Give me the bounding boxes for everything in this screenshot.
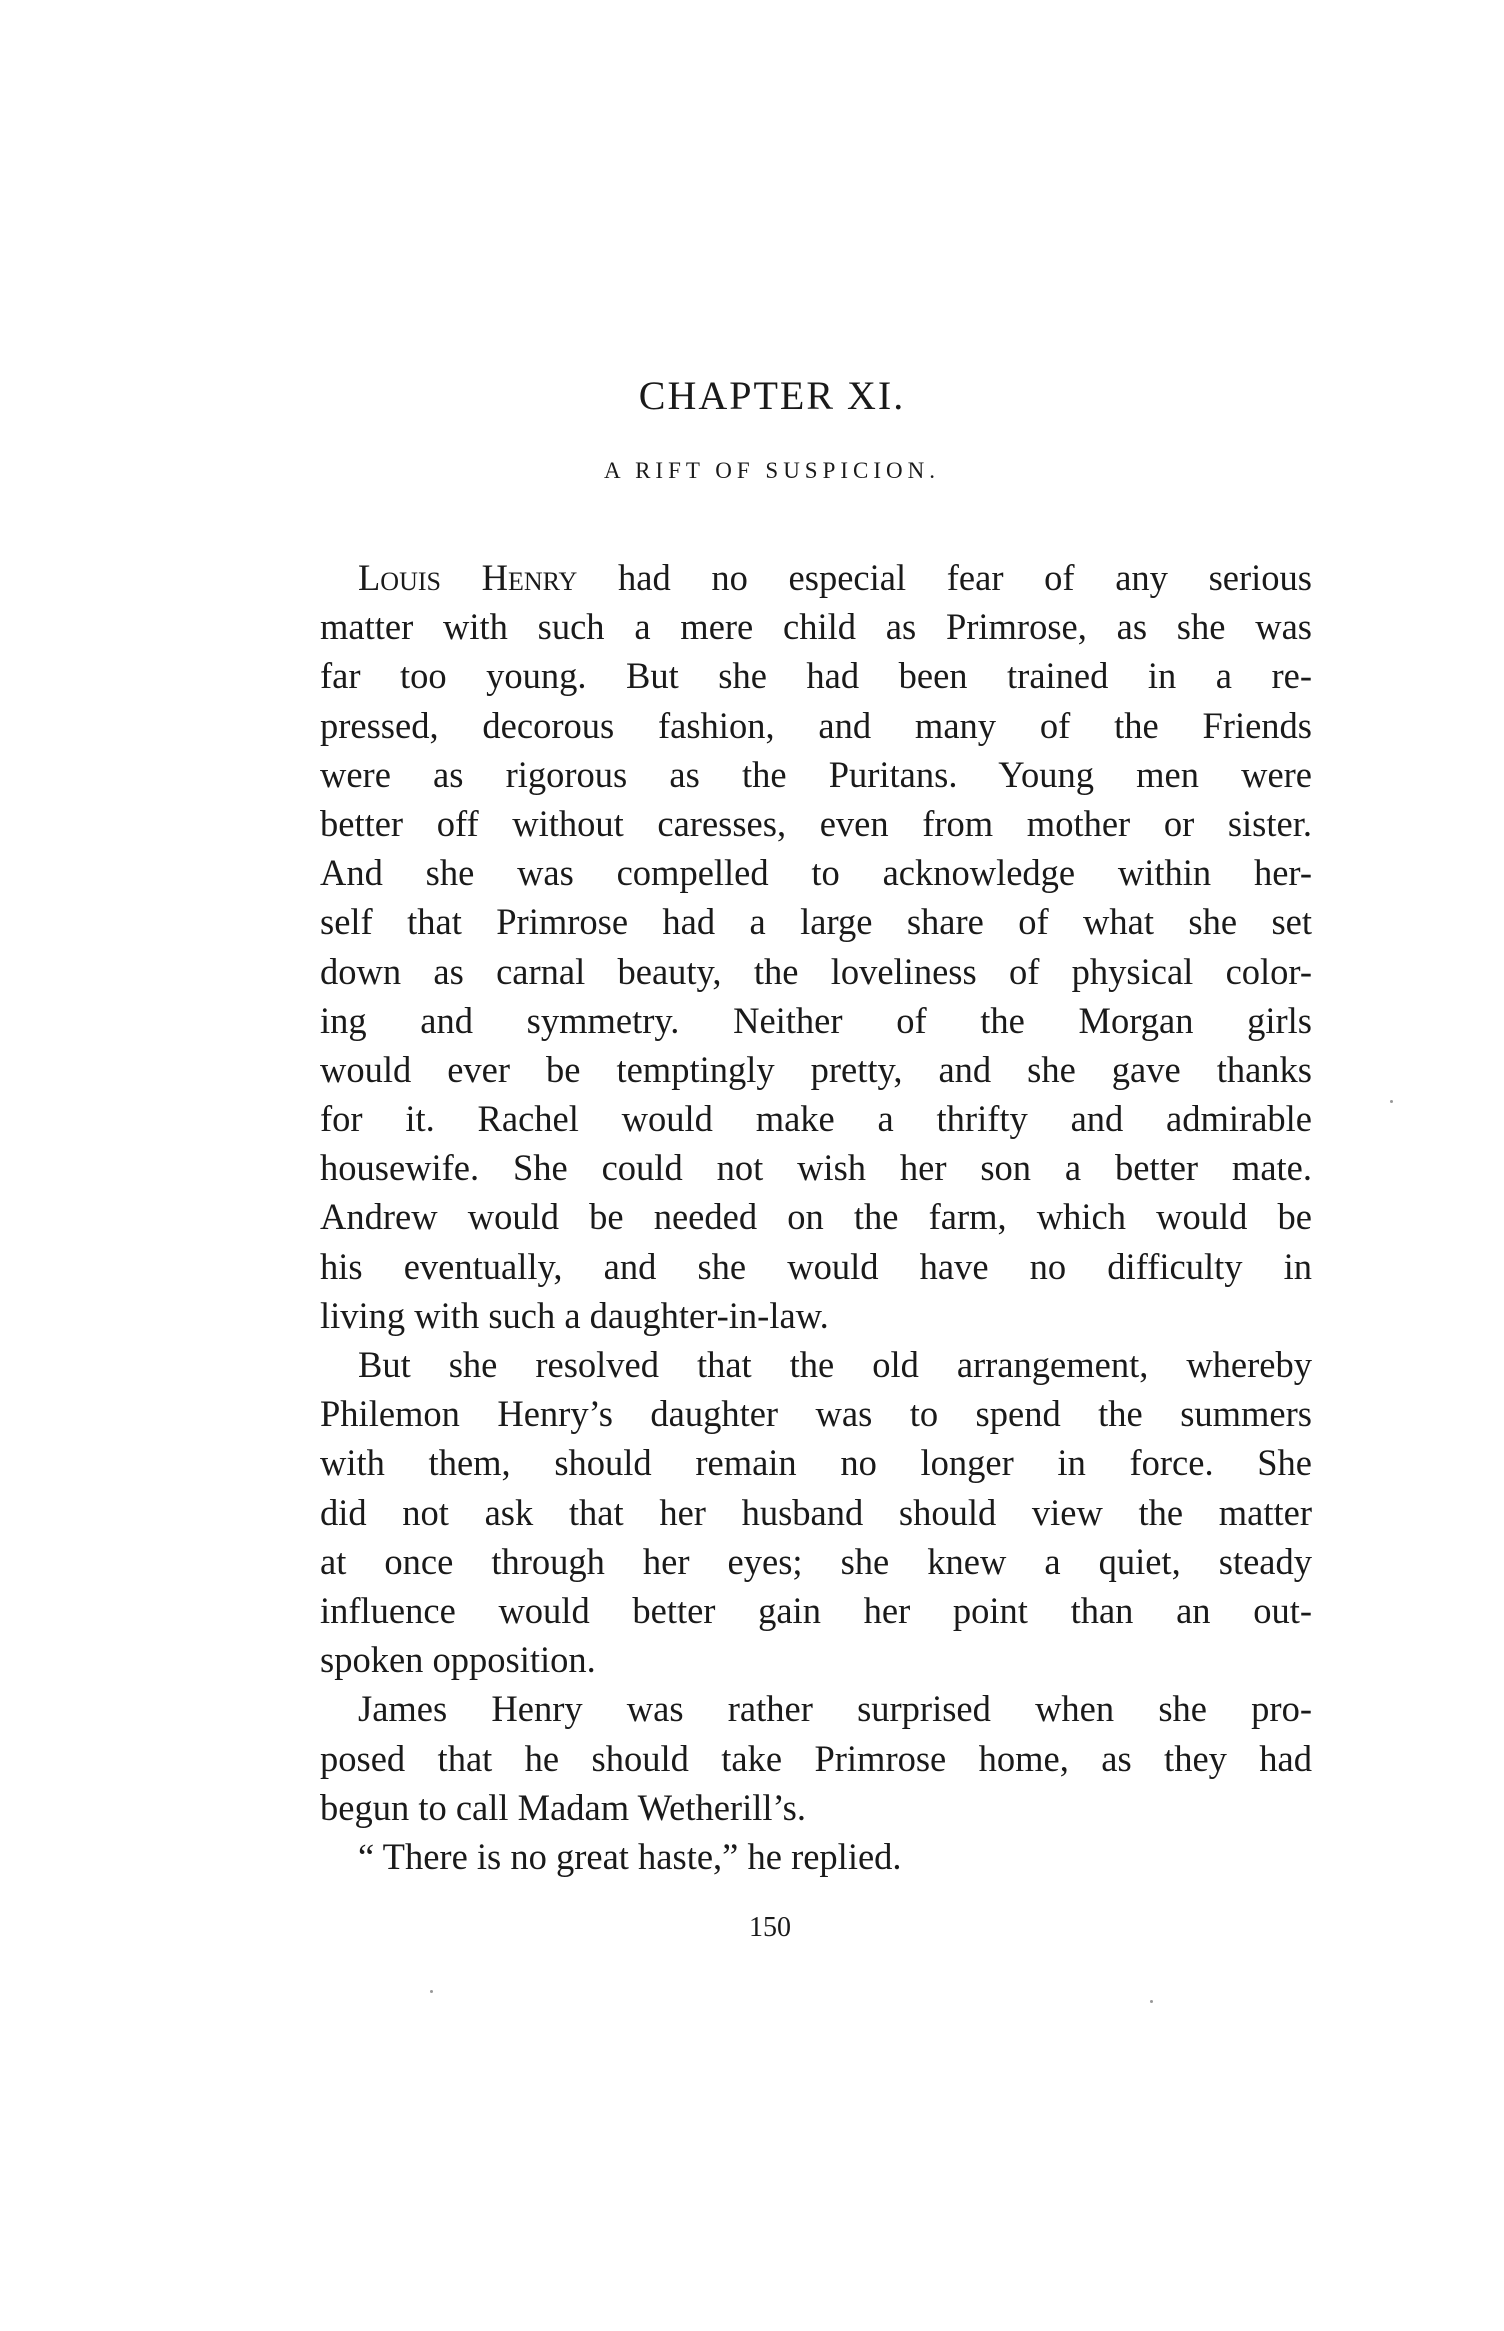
paragraph (320, 1340, 1312, 1684)
text-line: would ever be temptingly pretty, and she gave thanks (320, 1048, 1312, 1090)
text-line: at once through her eyes; she knew a quiet, steady (320, 1540, 1312, 1582)
chapter-title: CHAPTER XI. (638, 373, 906, 418)
lead-name: Louis Henry (358, 557, 578, 598)
page-number: 150 (749, 1912, 791, 1943)
text-line: housewife. She could not wish her son a better mate. (320, 1147, 1312, 1189)
paragraph (320, 1684, 1312, 1832)
scan-speck (1150, 2000, 1153, 2003)
text-line: living with such a daughter-in-law. (320, 1294, 829, 1336)
text-line: for it. Rachel would make a thrifty and admirable (320, 1098, 1312, 1140)
text-line: But she resolved that the old arrangement, whereby (358, 1344, 1312, 1385)
text-line: ing and symmetry. Neither of the Morgan girls (320, 999, 1312, 1041)
text-line: did not ask that her husband should view the matter (320, 1491, 1312, 1533)
paragraph (320, 1832, 1312, 1881)
text-line: down as carnal beauty, the loveliness of physical color- (320, 950, 1312, 992)
scan-speck (1390, 1100, 1393, 1103)
text-line: pressed, decorous fashion, and many of the Friends (320, 704, 1312, 746)
text-line: And she was compelled to acknowledge within her- (320, 852, 1312, 894)
chapter-subtitle: A RIFT OF SUSPICION. (603, 458, 941, 483)
text-line: far too young. But she had been trained in a re- (320, 655, 1312, 697)
text-line: Louis Henry had no especial fear of any serious (358, 557, 1312, 598)
text-line: self that Primrose had a large share of what she set (320, 901, 1312, 943)
text-line: spoken opposition. (320, 1639, 596, 1681)
text-line: were as rigorous as the Puritans. Young men were (320, 753, 1312, 795)
text-line: his eventually, and she would have no difficulty in (320, 1245, 1312, 1287)
text-line: posed that he should take Primrose home, as they had (320, 1737, 1312, 1779)
text-line: better off without caresses, even from mother or sister. (320, 802, 1312, 844)
text-line: begun to call Madam Wetherill’s. (320, 1786, 806, 1828)
body-text (320, 553, 1312, 1881)
text-line: Philemon Henry’s daughter was to spend the summers (320, 1393, 1312, 1435)
paragraph (320, 553, 1312, 1340)
text-line: matter with such a mere child as Primrose, as she was (320, 606, 1312, 648)
text-line: with them, should remain no longer in force. She (320, 1442, 1312, 1484)
text-line: “ There is no great haste,” he replied. (358, 1835, 902, 1877)
scan-speck (430, 1990, 433, 1993)
text-line: influence would better gain her point than an out- (320, 1589, 1312, 1631)
text-line: Andrew would be needed on the farm, which would be (320, 1196, 1312, 1238)
text-line: James Henry was rather surprised when she pro- (358, 1688, 1312, 1730)
